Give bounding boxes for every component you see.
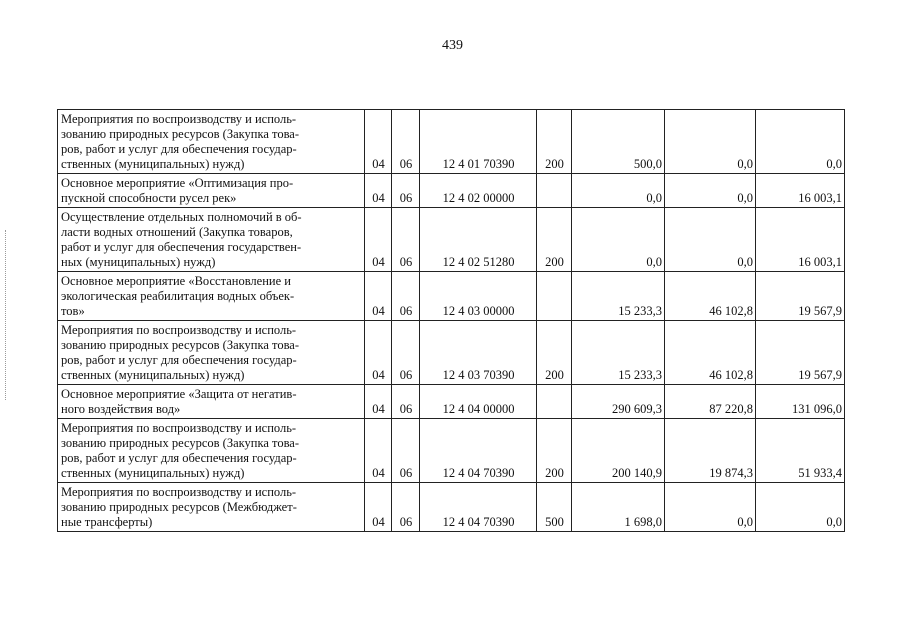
amount-year-3: 0,0 <box>756 483 845 532</box>
section-code: 04 <box>365 110 392 174</box>
amount-year-3: 19 567,9 <box>756 272 845 321</box>
row-name: Мероприятия по воспроизводству и исполь- зованию природных ресурсов (Закупка това- ров, работ и услуг для обеспечения государ- ственных (муниципальных) нужд) <box>58 321 365 385</box>
amount-year-3: 16 003,1 <box>756 174 845 208</box>
table-row <box>58 419 845 483</box>
subsection-code: 06 <box>392 321 420 385</box>
subsection-code: 06 <box>392 208 420 272</box>
amount-year-3: 51 933,4 <box>756 419 845 483</box>
expense-type-code <box>537 385 572 419</box>
expense-type-code <box>537 174 572 208</box>
subsection-code: 06 <box>392 419 420 483</box>
section-code: 04 <box>365 272 392 321</box>
subsection-code: 06 <box>392 110 420 174</box>
amount-year-2: 46 102,8 <box>665 321 756 385</box>
expense-type-code: 200 <box>537 208 572 272</box>
expense-type-code <box>537 272 572 321</box>
section-code: 04 <box>365 208 392 272</box>
target-article-code: 12 4 04 70390 <box>420 419 537 483</box>
amount-year-2: 0,0 <box>665 208 756 272</box>
amount-year-3: 0,0 <box>756 110 845 174</box>
section-code: 04 <box>365 419 392 483</box>
amount-year-2: 46 102,8 <box>665 272 756 321</box>
section-code: 04 <box>365 385 392 419</box>
amount-year-2: 0,0 <box>665 110 756 174</box>
amount-year-2: 87 220,8 <box>665 385 756 419</box>
table-row <box>58 483 845 532</box>
row-name: Основное мероприятие «Восстановление и экологическая реабилитация водных объек- тов» <box>58 272 365 321</box>
target-article-code: 12 4 01 70390 <box>420 110 537 174</box>
table-row <box>58 208 845 272</box>
table-row <box>58 321 845 385</box>
amount-year-2: 0,0 <box>665 483 756 532</box>
amount-year-1: 15 233,3 <box>572 272 665 321</box>
subsection-code: 06 <box>392 385 420 419</box>
section-code: 04 <box>365 174 392 208</box>
expense-type-code: 200 <box>537 419 572 483</box>
amount-year-2: 19 874,3 <box>665 419 756 483</box>
budget-table <box>57 109 845 532</box>
row-name: Мероприятия по воспроизводству и исполь- зованию природных ресурсов (Межбюджет- ные трансферты) <box>58 483 365 532</box>
row-name: Мероприятия по воспроизводству и исполь- зованию природных ресурсов (Закупка това- ров, работ и услуг для обеспечения государ- ственных (муниципальных) нужд) <box>58 419 365 483</box>
target-article-code: 12 4 02 00000 <box>420 174 537 208</box>
subsection-code: 06 <box>392 483 420 532</box>
section-code: 04 <box>365 483 392 532</box>
target-article-code: 12 4 03 70390 <box>420 321 537 385</box>
amount-year-1: 15 233,3 <box>572 321 665 385</box>
amount-year-1: 200 140,9 <box>572 419 665 483</box>
row-name: Основное мероприятие «Защита от негатив- ного воздействия вод» <box>58 385 365 419</box>
amount-year-1: 290 609,3 <box>572 385 665 419</box>
target-article-code: 12 4 04 70390 <box>420 483 537 532</box>
row-name: Мероприятия по воспроизводству и исполь- зованию природных ресурсов (Закупка това- ров, работ и услуг для обеспечения государ- ственных (муниципальных) нужд) <box>58 110 365 174</box>
amount-year-3: 16 003,1 <box>756 208 845 272</box>
amount-year-2: 0,0 <box>665 174 756 208</box>
subsection-code: 06 <box>392 174 420 208</box>
target-article-code: 12 4 02 51280 <box>420 208 537 272</box>
page-number: 439 <box>442 38 463 53</box>
table-row <box>58 272 845 321</box>
expense-type-code: 200 <box>537 321 572 385</box>
subsection-code: 06 <box>392 272 420 321</box>
amount-year-1: 0,0 <box>572 174 665 208</box>
amount-year-1: 0,0 <box>572 208 665 272</box>
row-name: Осуществление отдельных полномочий в об- ласти водных отношений (Закупка товаров, работ и услуг для обеспечения государствен- ных (муниципальных) нужд) <box>58 208 365 272</box>
table-row <box>58 110 845 174</box>
expense-type-code: 500 <box>537 483 572 532</box>
expense-type-code: 200 <box>537 110 572 174</box>
table-row <box>58 174 845 208</box>
amount-year-3: 19 567,9 <box>756 321 845 385</box>
scan-margin-mark <box>5 230 7 400</box>
amount-year-1: 1 698,0 <box>572 483 665 532</box>
section-code: 04 <box>365 321 392 385</box>
table-row <box>58 385 845 419</box>
target-article-code: 12 4 04 00000 <box>420 385 537 419</box>
target-article-code: 12 4 03 00000 <box>420 272 537 321</box>
row-name: Основное мероприятие «Оптимизация про- пускной способности русел рек» <box>58 174 365 208</box>
amount-year-1: 500,0 <box>572 110 665 174</box>
amount-year-3: 131 096,0 <box>756 385 845 419</box>
